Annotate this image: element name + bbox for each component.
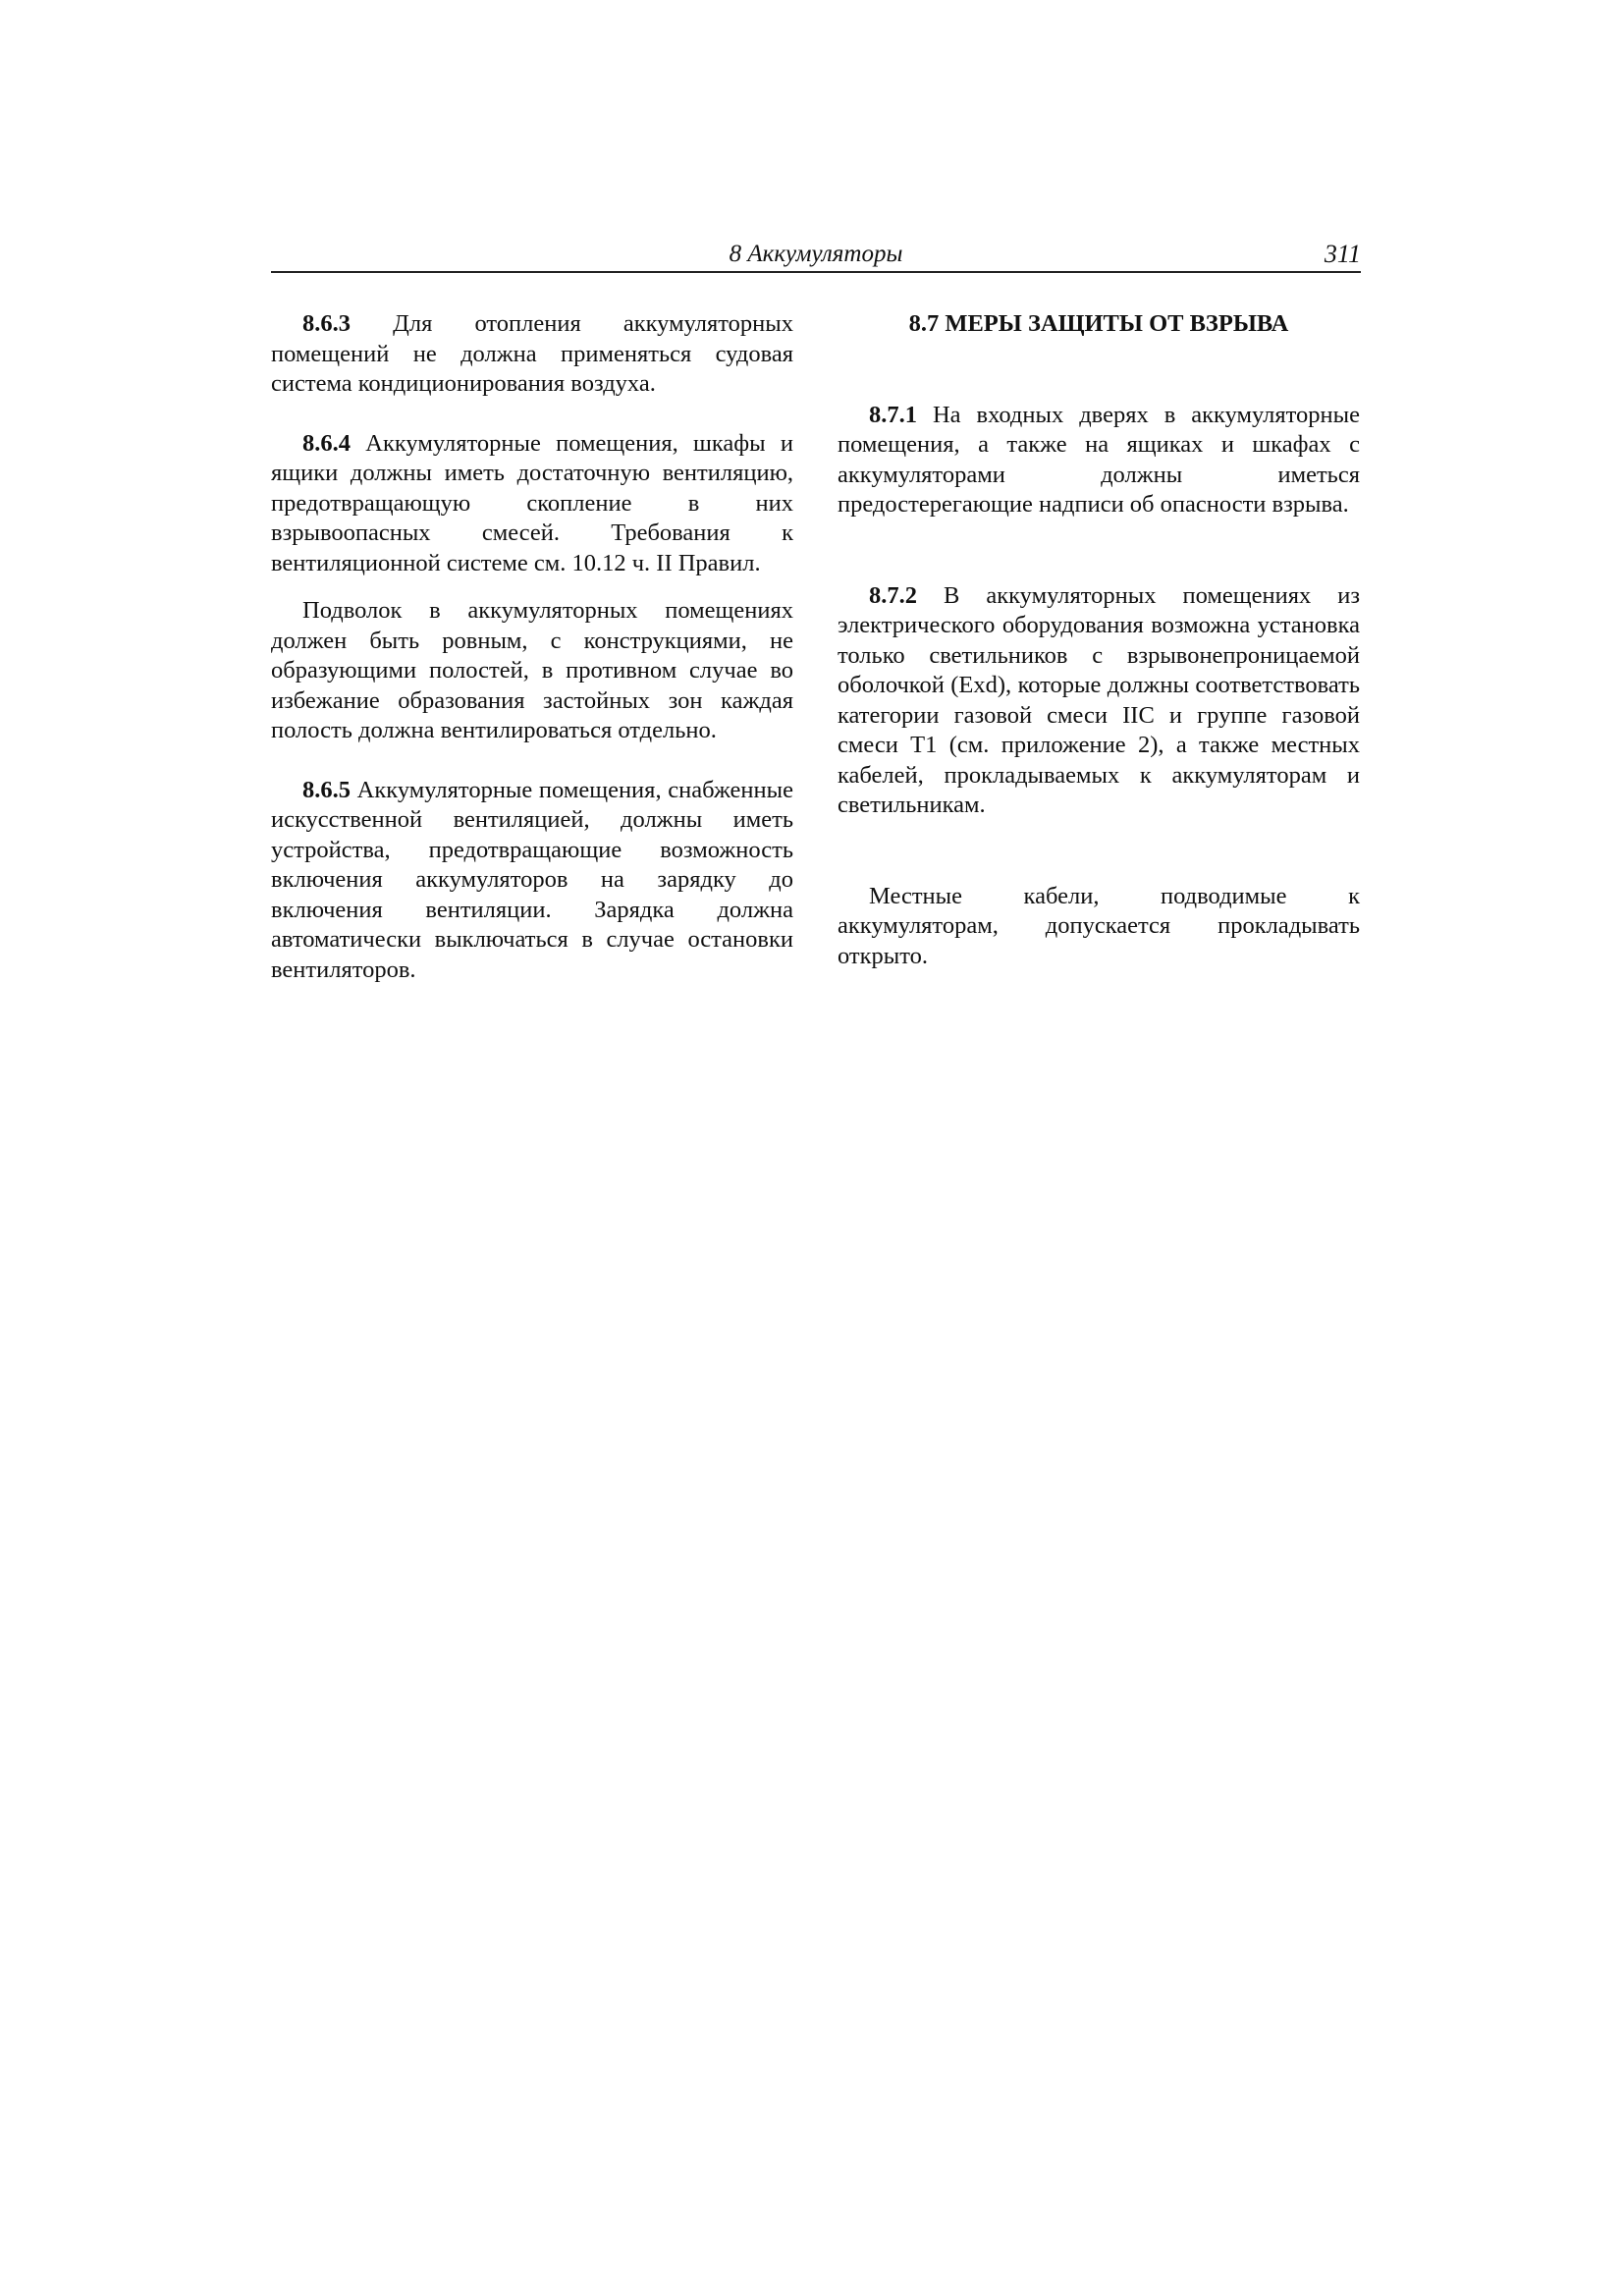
clause-text: На входных дверях в аккумуляторные помещения, а также на ящиках и шкафах с аккумуляторами должны иметься предостерегающие надписи об опасности взрыва. <box>838 401 1360 518</box>
paragraph-8-7-1 <box>838 401 1360 520</box>
section-heading-8-7: 8.7 МЕРЫ ЗАЩИТЫ ОТ ВЗРЫВА <box>908 310 1289 337</box>
clause-number: 8.6.5 <box>302 776 351 803</box>
clause-text: Для отопления аккумуляторных помещений не должна применяться судовая система кондиционирования воздуха. <box>271 310 793 397</box>
paragraph-8-6-4 <box>271 429 793 579</box>
paragraph-8-6-5 <box>271 776 793 986</box>
paragraph-8-6-3 <box>271 309 793 400</box>
left-column <box>271 309 793 985</box>
clause-number: 8.7.2 <box>869 581 917 609</box>
page-number: 311 <box>1324 240 1361 268</box>
paragraph-8-7-2-continued: Местные кабели, подводимые к аккумуляторам, допускается прокладывать открыто. <box>838 882 1360 969</box>
clause-text: Аккумуляторные помещения, снабженные искусственной вентиляцией, должны иметь устройства, предотвращающие возможность включения аккумуляторов на зарядку до включения вентиляции. Зарядка должна автоматически выключаться в случае остановки вентиляторов. <box>271 776 793 983</box>
clause-text: Аккумуляторные помещения, шкафы и ящики должны иметь достаточную вентиляцию, предотвращающую скопление в них взрывоопасных смесей. Требования к вентиляционной системе см. 10.12 ч. II Правил. <box>271 429 793 576</box>
right-column <box>838 309 1360 971</box>
paragraph-8-6-4-continued: Подволок в аккумуляторных помещениях должен быть ровным, с конструкциями, не образующими полостей, в противном случае во избежание образования застойных зон каждая полость должна вентилироваться отдельно. <box>271 597 793 743</box>
clause-number: 8.6.3 <box>302 310 351 337</box>
running-header <box>271 240 1361 273</box>
paragraph-8-7-2 <box>838 581 1360 821</box>
clause-text: В аккумуляторных помещениях из электрического оборудования возможна установка только светильников с взрывонепроницаемой оболочкой (Exd), которые должны соответствовать категории газовой смеси IIC и группе газовой смеси T1 (см. приложение 2), а также местных кабелей, прокладываемых к аккумуляторам и светильникам. <box>838 581 1360 818</box>
clause-number: 8.6.4 <box>302 429 351 457</box>
chapter-title: 8 Аккумуляторы <box>729 241 903 267</box>
clause-number: 8.7.1 <box>869 401 917 428</box>
